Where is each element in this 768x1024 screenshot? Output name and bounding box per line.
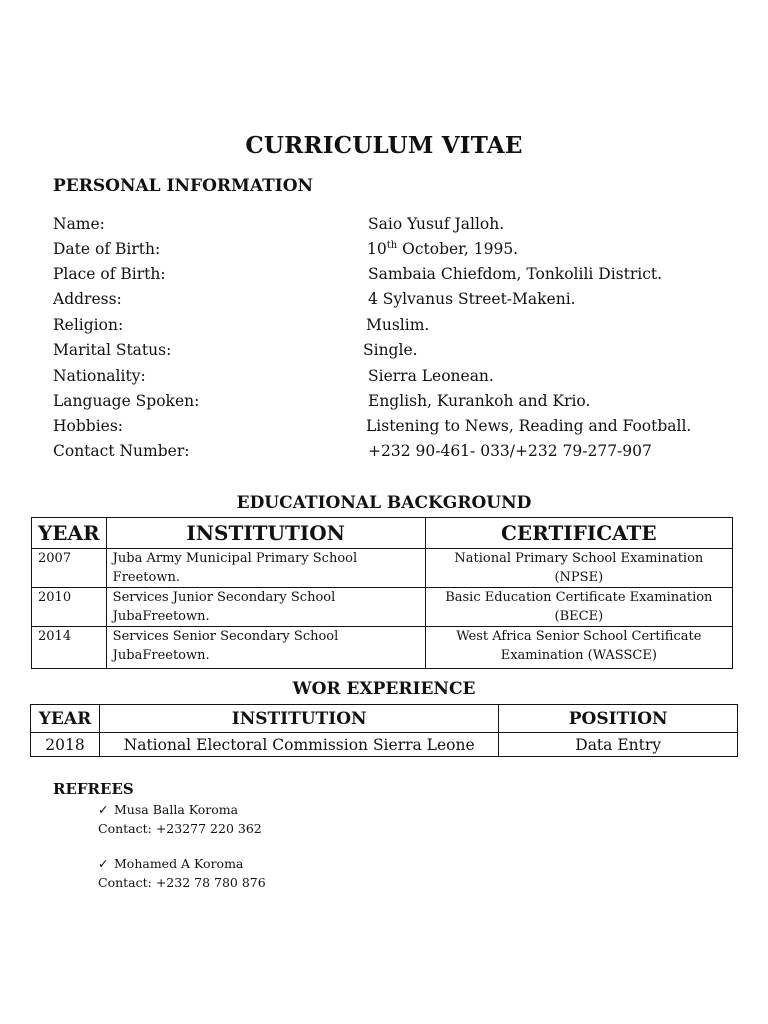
cell-certificate: National Primary School Examination (NPSE) — [425, 549, 732, 588]
table-row — [31, 733, 738, 757]
personal-info-heading: PERSONAL INFORMATION — [53, 176, 314, 196]
personal-label: Name: — [53, 215, 105, 233]
personal-label: Religion: — [53, 316, 124, 334]
cell-year: 2018 — [31, 733, 100, 757]
work-header-row — [31, 705, 738, 733]
personal-label: Contact Number: — [53, 442, 190, 460]
personal-label: Date of Birth: — [53, 240, 161, 258]
personal-value: Sambaia Chiefdom, Tonkolili District. — [368, 265, 663, 283]
cell-year: 2014 — [32, 627, 107, 669]
cell-institution: Services Senior Secondary School JubaFreetown. — [106, 627, 425, 669]
column-header-institution: INSTITUTION — [106, 518, 425, 549]
dob-day: 10 — [367, 240, 387, 259]
cell-institution: Services Junior Secondary School JubaFreetown. — [106, 588, 425, 627]
personal-value — [367, 240, 518, 258]
table-row — [32, 627, 733, 669]
education-table — [31, 517, 733, 669]
column-header-year: YEAR — [31, 705, 100, 733]
column-header-year: YEAR — [32, 518, 107, 549]
dob-suffix: th — [386, 240, 398, 251]
cell-year: 2007 — [32, 549, 107, 588]
referee-contact-2: Contact: +232 78 780 876 — [98, 875, 266, 890]
personal-label: Address: — [53, 290, 122, 308]
personal-label: Place of Birth: — [53, 265, 166, 283]
cell-position: Data Entry — [499, 733, 738, 757]
table-row — [32, 588, 733, 627]
table-row — [32, 549, 733, 588]
column-header-institution: INSTITUTION — [99, 705, 498, 733]
personal-label: Language Spoken: — [53, 392, 200, 410]
cell-year: 2010 — [32, 588, 107, 627]
personal-value: Listening to News, Reading and Football. — [366, 417, 692, 435]
personal-label: Marital Status: — [53, 341, 172, 359]
personal-value: Sierra Leonean. — [368, 367, 494, 385]
referee-name: Musa Balla Koroma — [114, 802, 239, 817]
cell-certificate: Basic Education Certificate Examination (BECE) — [425, 588, 732, 627]
column-header-position: POSITION — [499, 705, 738, 733]
referee-name-1 — [98, 802, 238, 817]
referee-name: Mohamed A Koroma — [114, 856, 244, 871]
cell-institution: National Electoral Commission Sierra Leone — [99, 733, 498, 757]
personal-value: +232 90-461- 033/+232 79-277-907 — [368, 442, 652, 460]
dob-rest: October, 1995. — [397, 240, 519, 259]
document-title: CURRICULUM VITAE — [245, 132, 523, 159]
personal-value: English, Kurankoh and Krio. — [368, 392, 591, 410]
personal-value: Saio Yusuf Jalloh. — [368, 215, 505, 233]
personal-label: Nationality: — [53, 367, 146, 385]
referee-contact-1: Contact: +23277 220 362 — [98, 821, 262, 836]
cell-certificate: West Africa Senior School Certificate Examination (WASSCE) — [425, 627, 732, 669]
personal-value: 4 Sylvanus Street-Makeni. — [368, 290, 576, 308]
personal-value: Muslim. — [366, 316, 430, 334]
education-heading: EDUCATIONAL BACKGROUND — [236, 493, 532, 513]
referee-name-2 — [98, 856, 243, 871]
checkmark-icon: ✓ — [98, 856, 109, 871]
work-heading: WOR EXPERIENCE — [292, 679, 476, 699]
education-header-row — [32, 518, 733, 549]
checkmark-icon: ✓ — [98, 802, 109, 817]
referees-heading: REFREES — [53, 780, 134, 798]
cell-institution: Juba Army Municipal Primary School Freetown. — [106, 549, 425, 588]
work-table — [30, 704, 738, 757]
column-header-certificate: CERTIFICATE — [425, 518, 732, 549]
personal-label: Hobbies: — [53, 417, 123, 435]
personal-value: Single. — [363, 341, 418, 359]
